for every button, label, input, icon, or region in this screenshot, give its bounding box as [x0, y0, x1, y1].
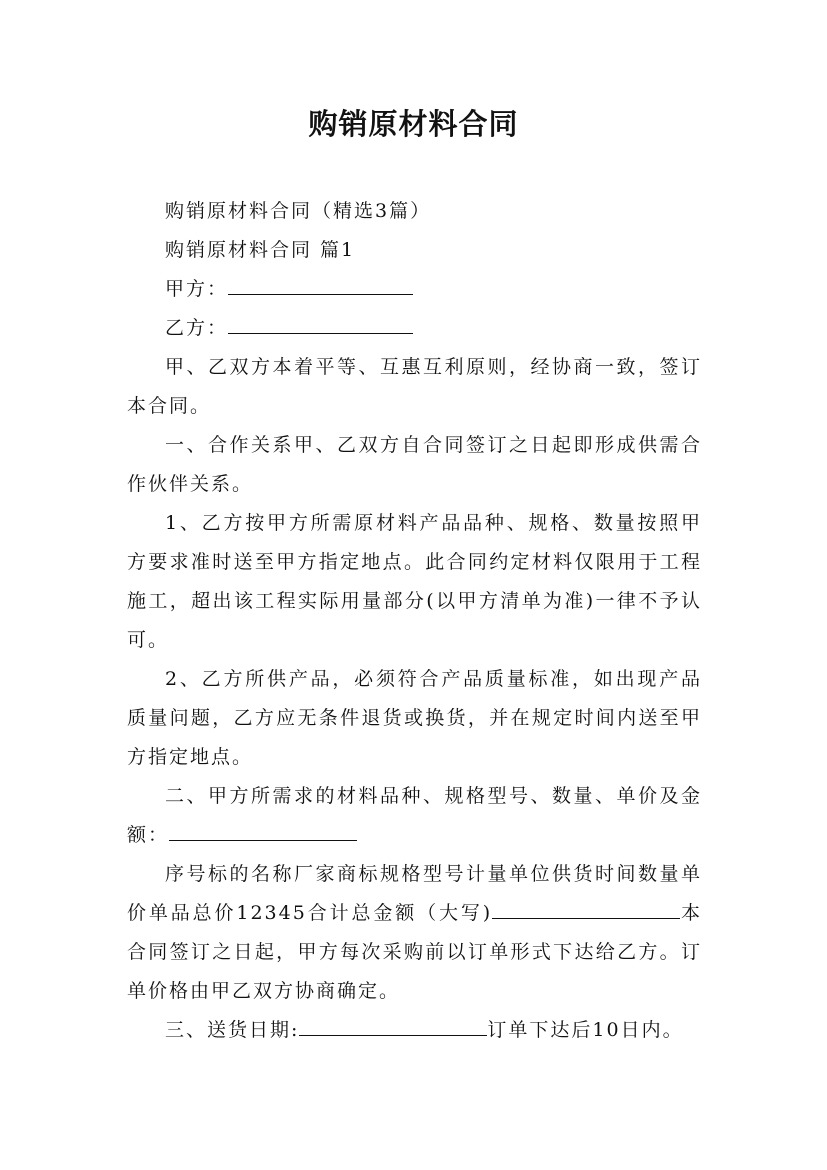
party-a-blank: [228, 274, 413, 295]
order-text: 本合同签订之日起，甲方每次采购前以订单形式下达给乙方。订单价格由甲乙双方协商确定。: [127, 902, 702, 1002]
intro-paragraph: 甲、乙双方本着平等、互惠互利原则，经协商一致，签订本合同。: [127, 356, 702, 417]
clause-1-paragraph: 一、合作关系甲、乙双方自合同签订之日起即形成供需合作伙伴关系。: [127, 434, 702, 495]
item-1-paragraph: 1、乙方按甲方所需原材料产品品种、规格、数量按照甲方要求准时送至甲方指定地点。此合同约定材料仅限用于工程施工，超出该工程实际用量部分(以甲方清单为准)一律不予认可。: [127, 512, 702, 651]
party-a-label: 甲方：: [165, 278, 229, 300]
document-title: 购销原材料合同: [308, 107, 519, 141]
amount-blank: [169, 820, 357, 841]
item-2-paragraph: 2、乙方所供产品，必须符合产品质量标准，如出现产品质量问题，乙方应无条件退货或换货，并在规定时间内送至甲方指定地点。: [127, 668, 702, 768]
clause-2-text: 二、甲方所需求的材料品种、规格型号、数量、单价及金额：: [127, 785, 702, 846]
amount-uppercase-blank: [492, 898, 680, 919]
clause-3-label: 三、送货日期:: [165, 1019, 300, 1041]
section-heading: 购销原材料合同 篇1: [165, 239, 356, 261]
party-b-label: 乙方：: [165, 317, 229, 339]
clause-3-tail: 订单下达后10日内。: [487, 1019, 684, 1041]
delivery-date-blank: [299, 1015, 487, 1036]
party-b-blank: [228, 313, 413, 334]
table-row-text: 序号标的名称厂家商标规格型号计量单位供货时间数量单价单品总价12345合计总金额（大写): [127, 863, 702, 924]
party-b-line: [127, 309, 702, 348]
party-a-line: [127, 270, 702, 309]
clause-2-paragraph: [127, 777, 702, 855]
subtitle-line: 购销原材料合同（精选3篇）: [165, 200, 432, 222]
document-body: [127, 192, 702, 1050]
table-row-paragraph: [127, 855, 702, 1011]
clause-3-paragraph: [127, 1011, 702, 1050]
